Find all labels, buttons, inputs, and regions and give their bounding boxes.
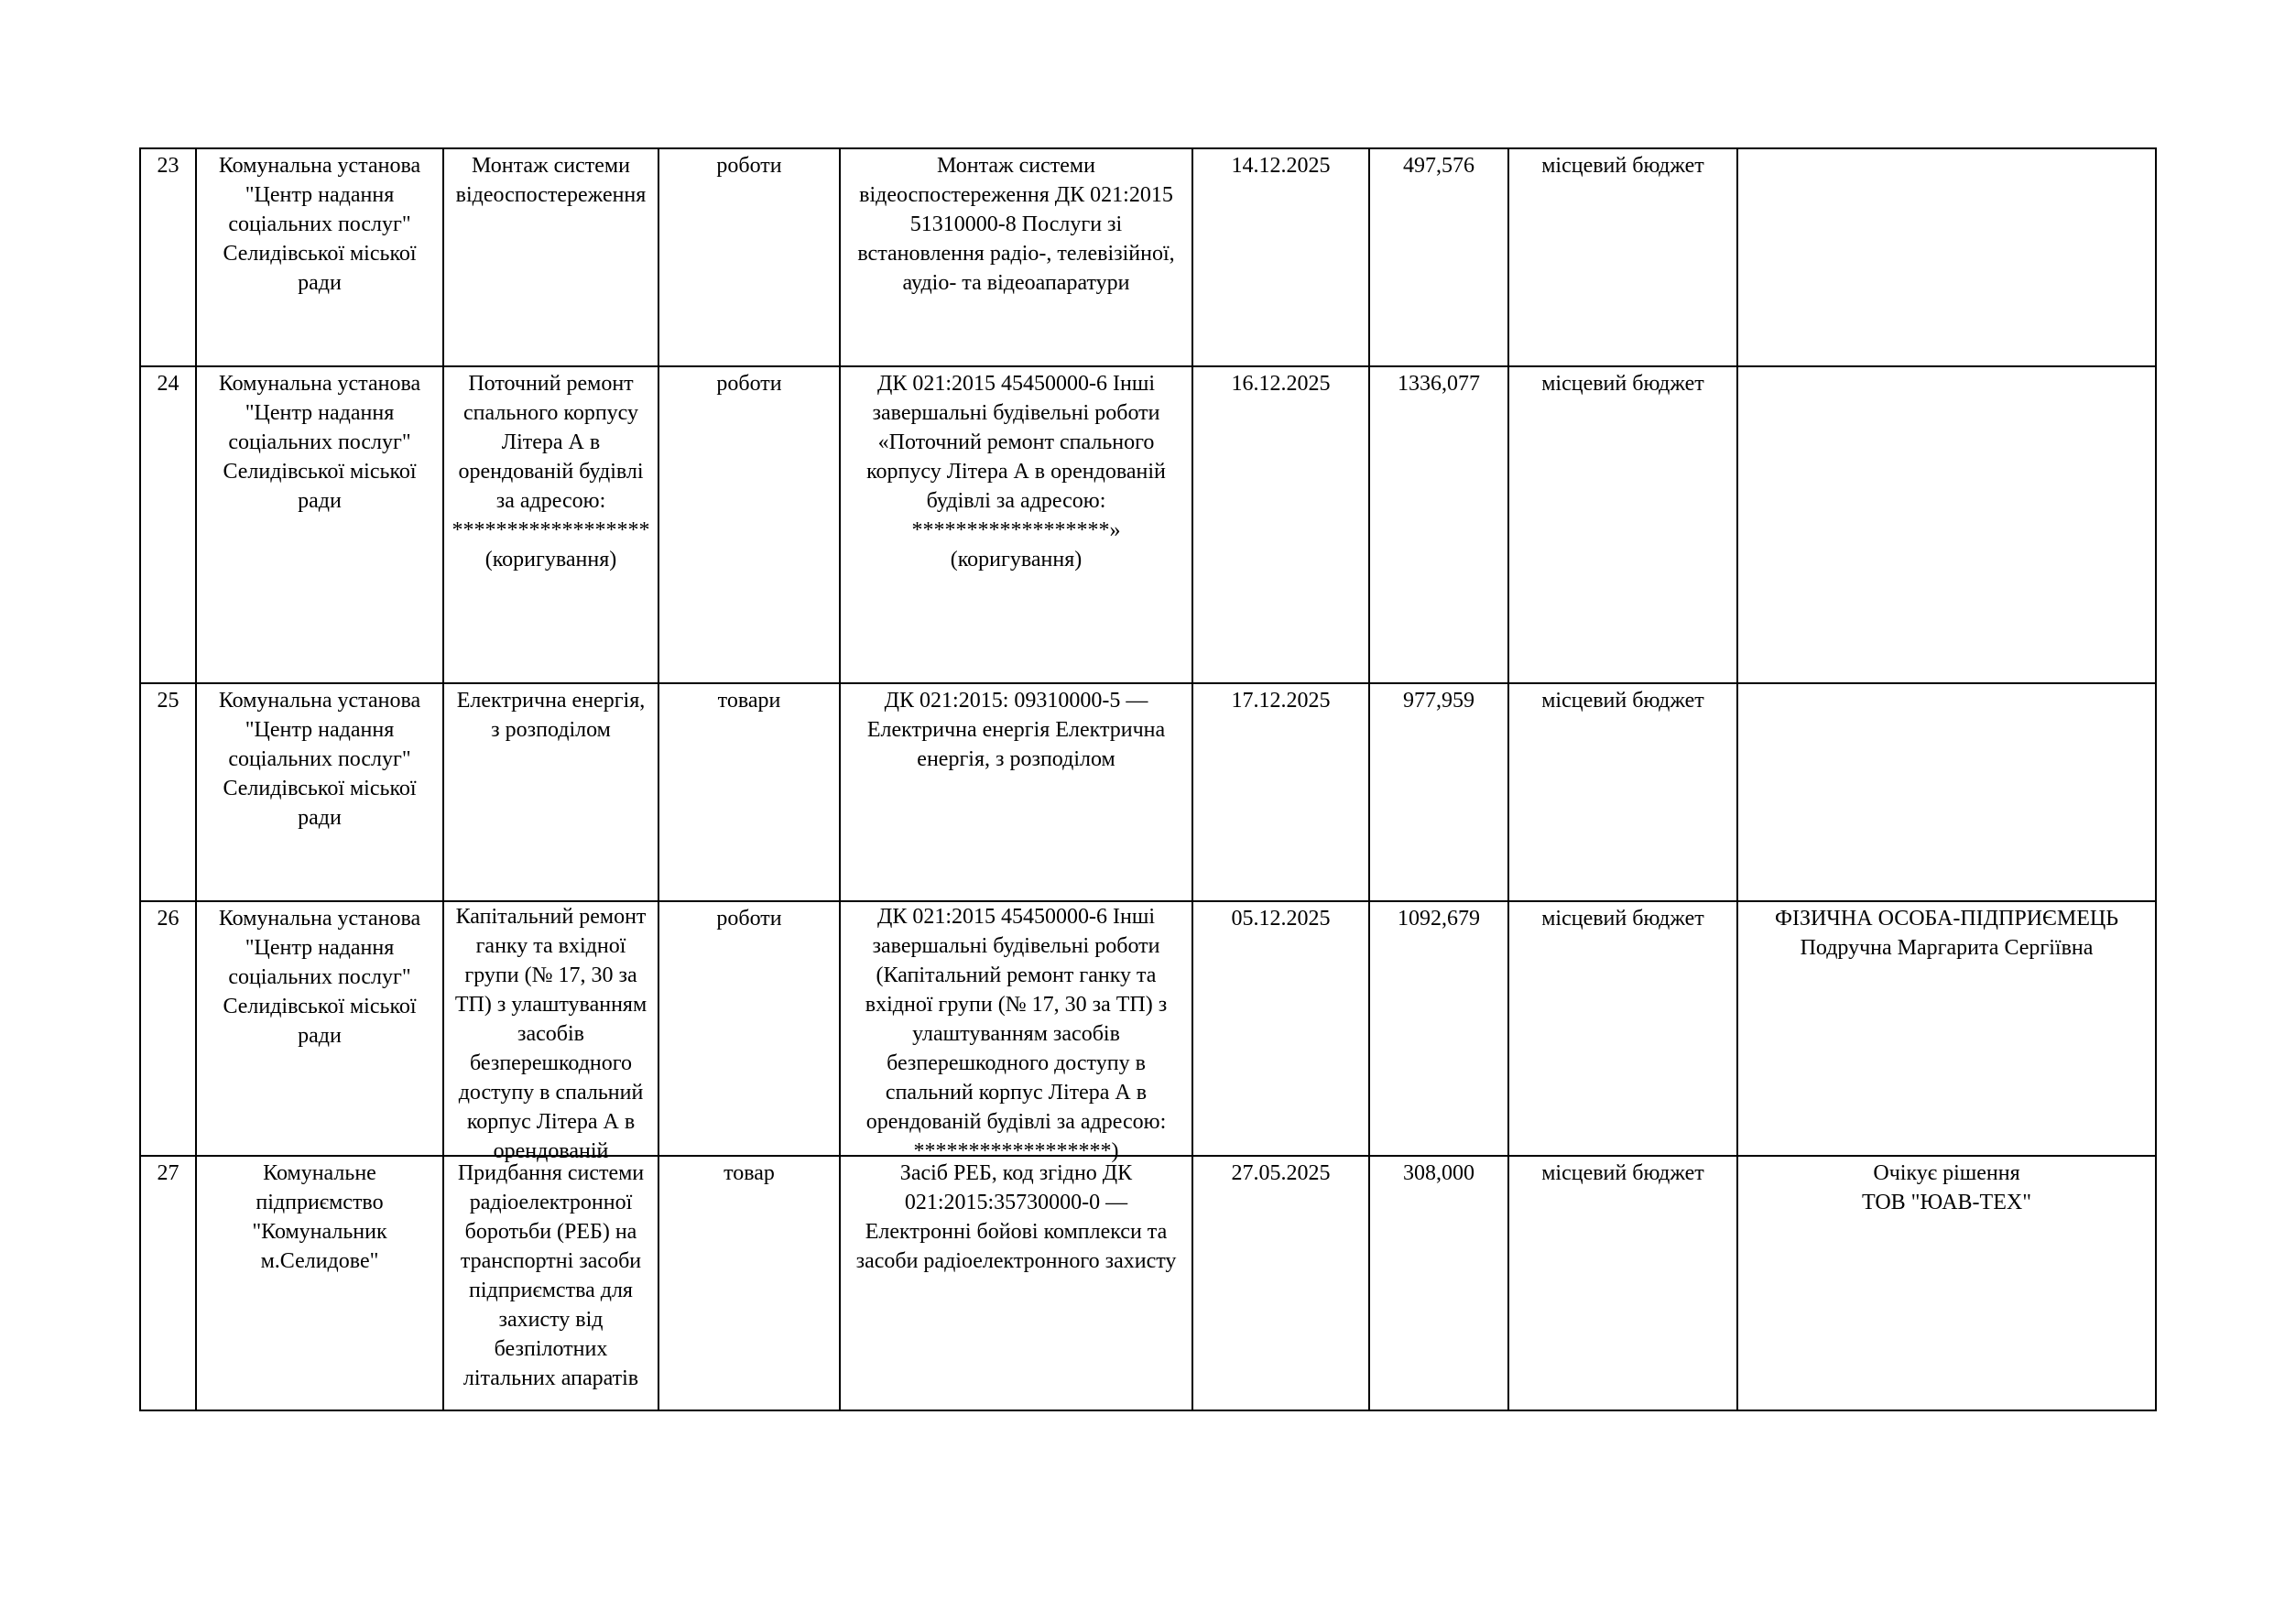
- customer-text: Комунальна установа "Центр надання соціальних послуг" Селидівської міської ради: [218, 372, 421, 513]
- code-text: Монтаж системи відеоспостереження ДК 021:2015 51310000-8 Послуги зі встановлення радіо-, телевізійної, аудіо- та відеоапаратури: [857, 154, 1175, 295]
- subject-cell: [443, 1156, 658, 1410]
- subject-cell: [443, 901, 658, 1163]
- code-text: ДК 021:2015 45450000-6 Інші завершальні будівельні роботи «Поточний ремонт спального корпусу Літера А в орендованій будівлі за адресою: ******************» (коригування): [866, 372, 1166, 572]
- subject-cell: [443, 148, 658, 366]
- subject-cell: [443, 366, 658, 683]
- subject-text: Електрична енергія, з розподілом: [456, 689, 646, 742]
- row-number: 27: [140, 1156, 196, 1410]
- date-cell: 17.12.2025: [1192, 683, 1369, 901]
- row-number: 24: [140, 366, 196, 683]
- type-cell: роботи: [658, 366, 840, 683]
- amount-cell: 308,000: [1369, 1156, 1508, 1410]
- customer-cell: [196, 148, 443, 366]
- code-text: Засіб РЕБ, код згідно ДК 021:2015:35730000-0 — Електронні бойові комплекси та засоби радіоелектронного захисту: [855, 1161, 1177, 1273]
- winner-cell: [1737, 901, 2156, 1156]
- funding-source-cell: місцевий бюджет: [1508, 366, 1737, 683]
- funding-source-cell: місцевий бюджет: [1508, 683, 1737, 901]
- code-cell: [840, 366, 1192, 683]
- date-cell: 16.12.2025: [1192, 366, 1369, 683]
- row-number: 23: [140, 148, 196, 366]
- customer-text: Комунальне підприємство "Комунальник м.Селидове": [252, 1161, 387, 1273]
- winner-text: ФІЗИЧНА ОСОБА-ПІДПРИЄМЕЦЬ Подручна Маргарита Сергіївна: [1775, 907, 2118, 960]
- customer-cell: [196, 901, 443, 1156]
- amount-cell: 1336,077: [1369, 366, 1508, 683]
- type-cell: роботи: [658, 901, 840, 1156]
- funding-source-cell: місцевий бюджет: [1508, 1156, 1737, 1410]
- subject-text: Придбання системи радіоелектронної боротьби (РЕБ) на транспортні засоби підприємства для захисту від безпілотних літальних апаратів: [457, 1161, 645, 1390]
- customer-cell: [196, 683, 443, 901]
- table-row: [140, 148, 2156, 366]
- type-cell: товари: [658, 683, 840, 901]
- customer-text: Комунальна установа "Центр надання соціальних послуг" Селидівської міської ради: [218, 689, 421, 830]
- row-number: 25: [140, 683, 196, 901]
- winner-cell: [1737, 366, 2156, 683]
- table-row: [140, 901, 2156, 1156]
- type-cell: роботи: [658, 148, 840, 366]
- date-cell: 05.12.2025: [1192, 901, 1369, 1156]
- code-text: ДК 021:2015: 09310000-5 — Електрична енергія Електрична енергія, з розподілом: [866, 689, 1166, 771]
- code-cell: [840, 683, 1192, 901]
- customer-text: Комунальна установа "Центр надання соціальних послуг" Селидівської міської ради: [218, 907, 421, 1048]
- table-row: [140, 683, 2156, 901]
- funding-source-cell: місцевий бюджет: [1508, 148, 1737, 366]
- code-cell: [840, 148, 1192, 366]
- date-cell: 14.12.2025: [1192, 148, 1369, 366]
- code-text: ДК 021:2015 45450000-6 Інші завершальні будівельні роботи (Капітальний ремонт ганку та вхідної групи (№ 17, 30 за ТП) з улаштуванням засобів безперешкодного доступу в спальний корпус Літера А в орендованій будівлі за адресою: ******************): [865, 905, 1168, 1163]
- customer-cell: [196, 1156, 443, 1410]
- date-cell: 27.05.2025: [1192, 1156, 1369, 1410]
- code-cell: [840, 1156, 1192, 1410]
- subject-cell: [443, 683, 658, 901]
- customer-cell: [196, 366, 443, 683]
- subject-text: Поточний ремонт спального корпусу Літера А в орендованій будівлі за адресою: ****************** (коригування): [452, 372, 650, 572]
- funding-source-cell: місцевий бюджет: [1508, 901, 1737, 1156]
- winner-cell: [1737, 148, 2156, 366]
- table-row: [140, 1156, 2156, 1410]
- winner-cell: [1737, 1156, 2156, 1410]
- code-cell: [840, 901, 1192, 1163]
- amount-cell: 977,959: [1369, 683, 1508, 901]
- customer-text: Комунальна установа "Центр надання соціальних послуг" Селидівської міської ради: [218, 154, 421, 295]
- winner-text: Очікує рішення ТОВ "ЮАВ-ТЕХ": [1861, 1161, 2031, 1214]
- table-row: [140, 366, 2156, 683]
- type-cell: товар: [658, 1156, 840, 1410]
- amount-cell: 1092,679: [1369, 901, 1508, 1156]
- subject-text: Монтаж системи відеоспостереження: [455, 154, 647, 207]
- subject-text: Капітальний ремонт ганку та вхідної групи (№ 17, 30 за ТП) з улаштуванням засобів безперешкодного доступу в спальний корпус Літера А в орендованій: [454, 905, 647, 1163]
- procurement-table: [139, 147, 2157, 1411]
- row-number: 26: [140, 901, 196, 1156]
- winner-cell: [1737, 683, 2156, 901]
- amount-cell: 497,576: [1369, 148, 1508, 366]
